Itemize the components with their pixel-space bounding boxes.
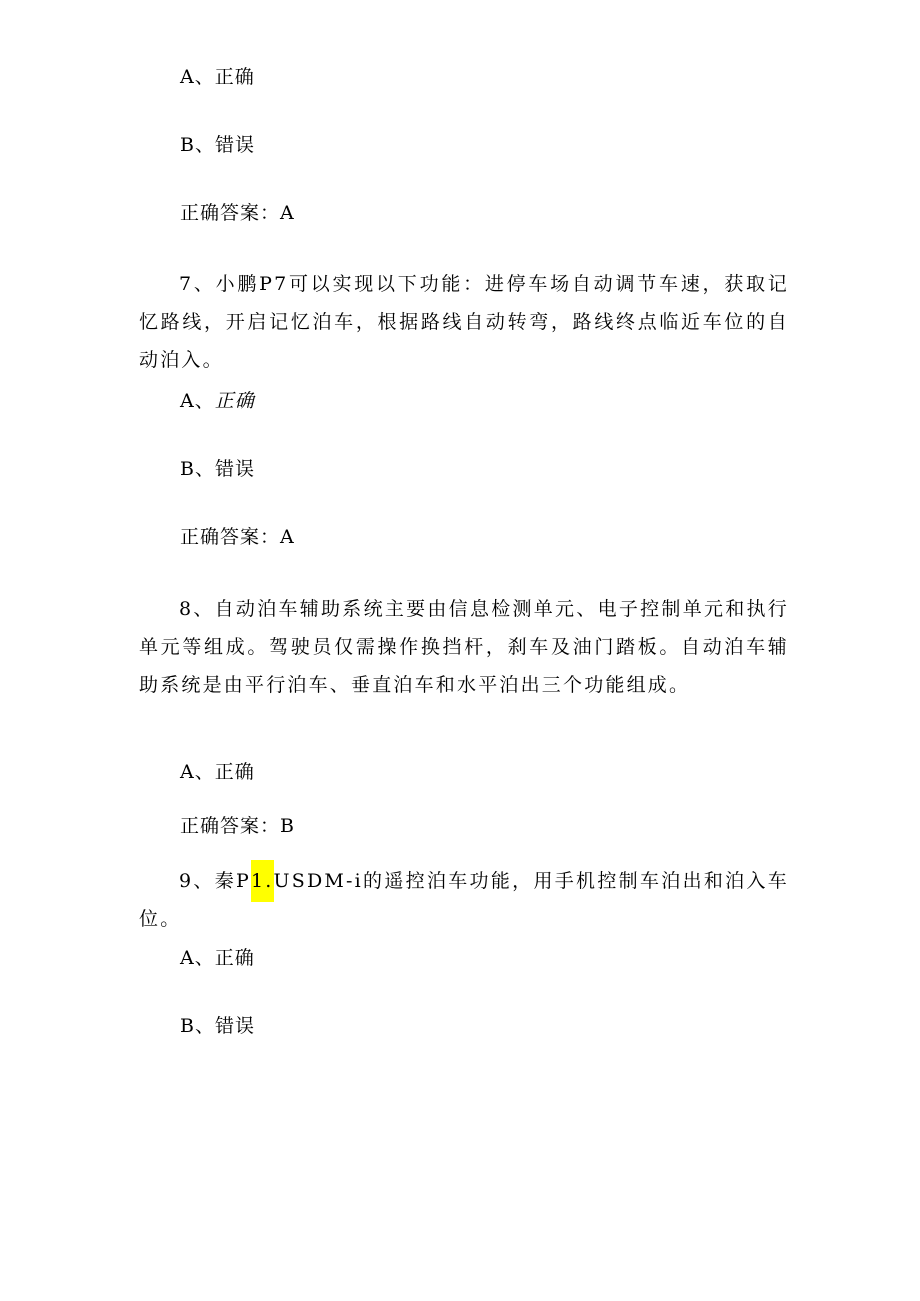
q9-text-after: USDM-i的遥控泊车功能，用手机控制车泊出和泊入车位。: [139, 870, 789, 930]
q8-option-a: A、正确: [180, 761, 255, 783]
q8-question: 8、自动泊车辅助系统主要由信息检测单元、电子控制单元和执行单元等组成。驾驶员仅需操作换挡杆，刹车及油门踏板。自动泊车辅助系统是由平行泊车、垂直泊车和水平泊出三个功能组成。: [139, 598, 789, 696]
q9-text-before: 9、秦P: [179, 870, 251, 892]
q9-highlighted-text: 1.: [251, 860, 274, 902]
q7-option-a: [180, 387, 255, 415]
q7-question: 7、小鹏P7可以实现以下功能：进停车场自动调节车速，获取记忆路线，开启记忆泊车，根据路线自动转弯，路线终点临近车位的自动泊入。: [139, 273, 789, 371]
q6-option-a: A、正确: [180, 66, 255, 88]
q9-option-b: B、错误: [180, 1015, 255, 1037]
q7-option-a-text: 正确: [214, 390, 255, 412]
q9-option-a: A、正确: [180, 947, 255, 969]
q7-answer: 正确答案：A: [180, 526, 295, 548]
q7-option-a-prefix: A、: [180, 390, 215, 412]
q8-answer: 正确答案：B: [180, 815, 295, 837]
q6-answer: 正确答案：A: [180, 202, 295, 224]
q6-option-b: B、错误: [180, 134, 255, 156]
q9-question: [139, 862, 789, 938]
q7-option-b: B、错误: [180, 458, 255, 480]
